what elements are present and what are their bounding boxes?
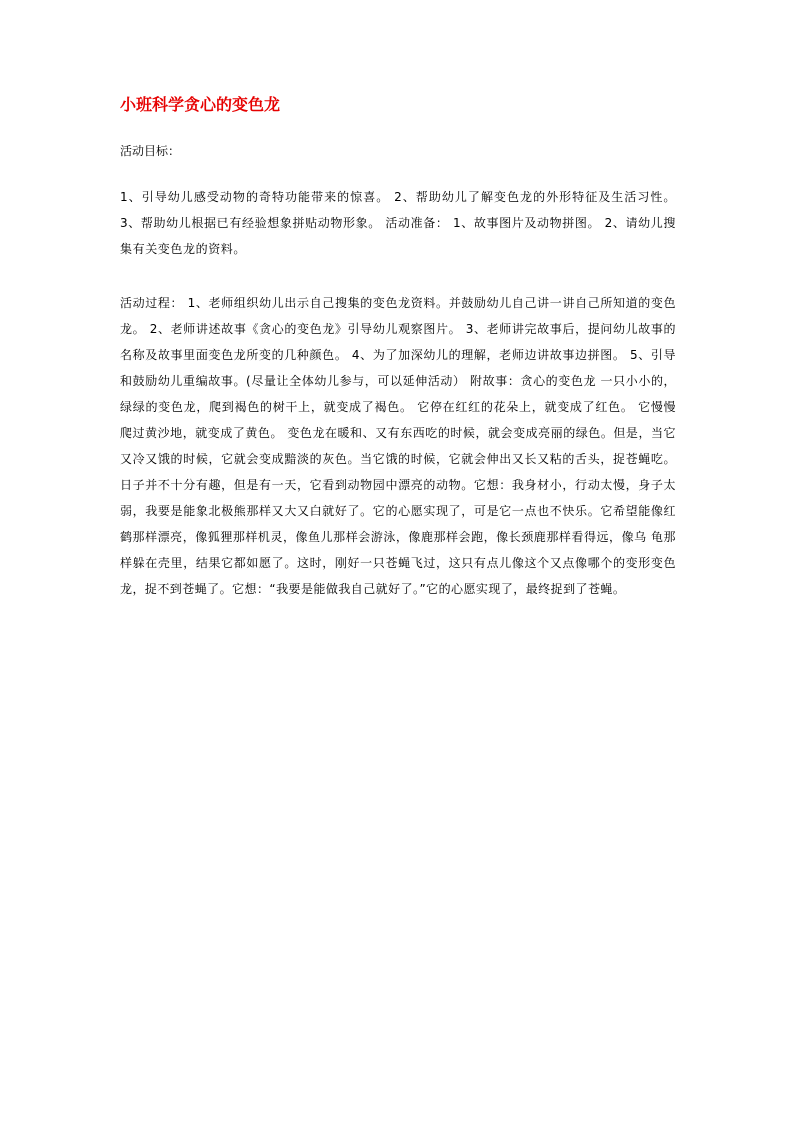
- process-paragraph: 活动过程： 1、老师组织幼儿出示自己搜集的变色龙资料。并鼓励幼儿自己讲一讲自己所知道的变色龙。 2、老师讲述故事《贪心的变色龙》引导幼儿观察图片。 3、老师讲完故事后，提问幼儿故事的名称及故事里面变色龙所变的几种颜色。 4、为了加深幼儿的理解，老师边讲故事边拼图。 5、引导和鼓励幼儿重编故事。(尽量让全体幼儿参与，可以延伸活动） 附故事：贪心的变色龙 一只小小的，绿绿的变色龙，爬到褐色的树干上，就变成了褐色。 它停在红红的花朵上，就变成了红色。 它慢慢爬过黄沙地，就变成了黄色。 变色龙在暖和、又有东西吃的时候，就会变成亮丽的绿色。但是，当它又冷又饿的时候，它就会变成黯淡的灰色。当它饿的时候，它就会伸出又长又粘的舌头，捉苍蝇吃。 日子并不十分有趣，但是有一天，它看到动物园中漂亮的动物。它想：我身材小，行动太慢，身子太弱，我要是能象北极熊那样又大又白就好了。它的心愿实现了，可是它一点也不快乐。它希望能像红鹤那样漂亮，像狐狸那样机灵，像鱼儿那样会游泳，像鹿那样会跑，像长颈鹿那样看得远，像乌 龟那样躲在壳里，结果它都如愿了。这时，刚好一只苍蝇飞过，这只有点儿像这个又点像哪个的变形变色龙，捉不到苍蝇了。它想：“我要是能做我自己就好了。”它的心愿实现了，最终捉到了苍蝇。: [120, 296, 676, 596]
- document-title: 小班科学贪心的变色龙: [120, 95, 281, 114]
- objectives-paragraph: 1、引导幼儿感受动物的奇特功能带来的惊喜。 2、帮助幼儿了解变色龙的外形特征及生活习性。 3、帮助幼儿根据已有经验想象拼贴动物形象。 活动准备： 1、故事图片及动物拼图。 2、请幼儿搜集有关变色龙的资料。: [120, 190, 676, 256]
- objectives-label: 活动目标：: [120, 144, 181, 158]
